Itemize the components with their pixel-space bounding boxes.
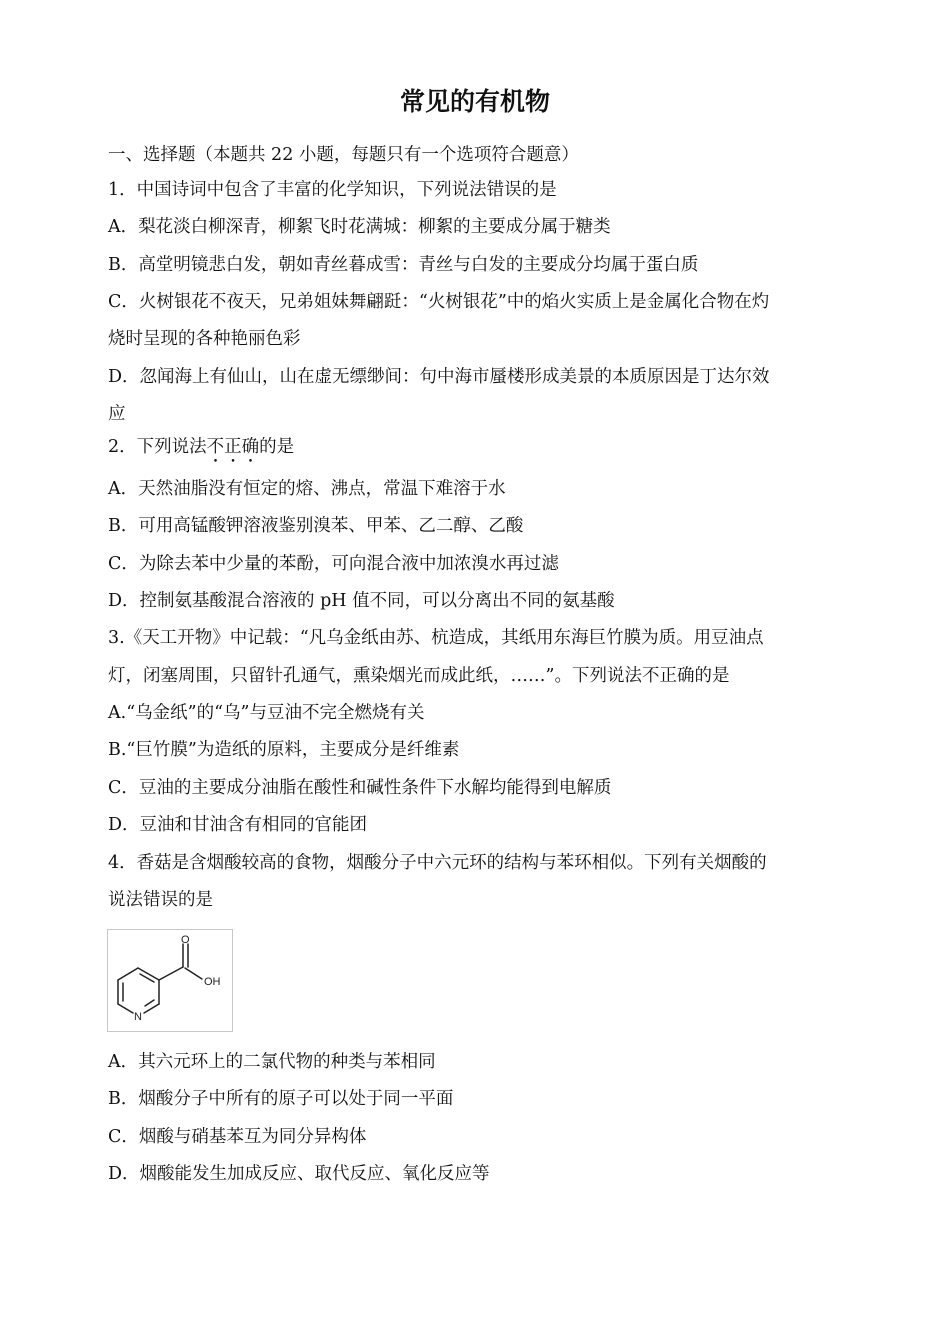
q3-stem: 3.《天工开物》中记载：“凡乌金纸由苏、杭造成，其纸用东海巨竹膜为质。用豆油点 xyxy=(108,628,764,648)
q2-stem-suffix: 的是 xyxy=(259,437,295,457)
q4-stem: 4．香菇是含烟酸较高的食物，烟酸分子中六元环的结构与苯环相似。下列有关烟酸的 xyxy=(108,853,767,873)
q1-option-b: B．高堂明镜悲白发，朝如青丝暮成雪：青丝与白发的主要成分均属于蛋白质 xyxy=(108,255,699,275)
q3-option-c: C．豆油的主要成分油脂在酸性和碱性条件下水解均能得到电解质 xyxy=(108,778,612,798)
q3-stem-continued: 灯，闭塞周围，只留针孔通气，熏染烟光而成此纸，……”。下列说法不正确的是 xyxy=(108,666,730,686)
q3-option-d: D．豆油和甘油含有相同的官能团 xyxy=(108,815,368,835)
q2-option-b: B．可用高锰酸钾溶液鉴别溴苯、甲苯、乙二醇、乙酸 xyxy=(108,516,524,536)
q2-stem xyxy=(108,435,848,467)
q2-option-c: C．为除去苯中少量的苯酚，可向混合液中加浓溴水再过滤 xyxy=(108,554,559,574)
q4-option-b: B．烟酸分子中所有的原子可以处于同一平面 xyxy=(108,1089,454,1109)
q4-option-a: A．其六元环上的二氯代物的种类与苯相同 xyxy=(108,1052,436,1072)
nicotinic-acid-structure-figure xyxy=(107,929,233,1032)
nitrogen-label: N xyxy=(134,1011,142,1023)
page-title: 常见的有机物 xyxy=(399,87,550,116)
q2-option-d: D．控制氨基酸混合溶液的 pH 值不同，可以分离出不同的氨基酸 xyxy=(108,591,615,611)
hydroxyl-label: OH xyxy=(204,976,221,988)
q1-stem: 1．中国诗词中包含了丰富的化学知识，下列说法错误的是 xyxy=(108,180,557,200)
q2-stem-prefix: 2．下列说法 xyxy=(108,437,207,457)
q1-option-c-continued: 烧时呈现的各种艳丽色彩 xyxy=(108,329,301,349)
q4-option-c: C．烟酸与硝基苯互为同分异构体 xyxy=(108,1127,367,1147)
q2-stem-emphasis: 不正确 xyxy=(206,437,260,457)
q3-option-b: B.“巨竹膜”为造纸的原料，主要成分是纤维素 xyxy=(108,740,460,760)
q2-option-a: A．天然油脂没有恒定的熔、沸点，常温下难溶于水 xyxy=(108,479,506,499)
q1-option-d: D．忽闻海上有仙山，山在虚无缥缈间：句中海市蜃楼形成美景的本质原因是丁达尔效 xyxy=(108,367,770,387)
q4-option-d: D．烟酸能发生加成反应、取代反应、氧化反应等 xyxy=(108,1164,490,1184)
q1-option-d-continued: 应 xyxy=(108,404,126,424)
section-heading: 一、选择题（本题共 22 小题，每题只有一个选项符合题意） xyxy=(108,145,579,165)
nicotinic-acid-structure-svg xyxy=(108,930,232,1031)
q1-option-c: C．火树银花不夜天，兄弟姐妹舞翩跹：“火树银花”中的焰火实质上是金属化合物在灼 xyxy=(108,292,770,312)
oxygen-label: O xyxy=(181,934,190,946)
q4-stem-continued: 说法错误的是 xyxy=(108,890,213,910)
q3-option-a: A.“乌金纸”的“乌”与豆油不完全燃烧有关 xyxy=(108,703,425,723)
q1-option-a: A．梨花淡白柳深青，柳絮飞时花满城：柳絮的主要成分属于糖类 xyxy=(108,217,611,237)
